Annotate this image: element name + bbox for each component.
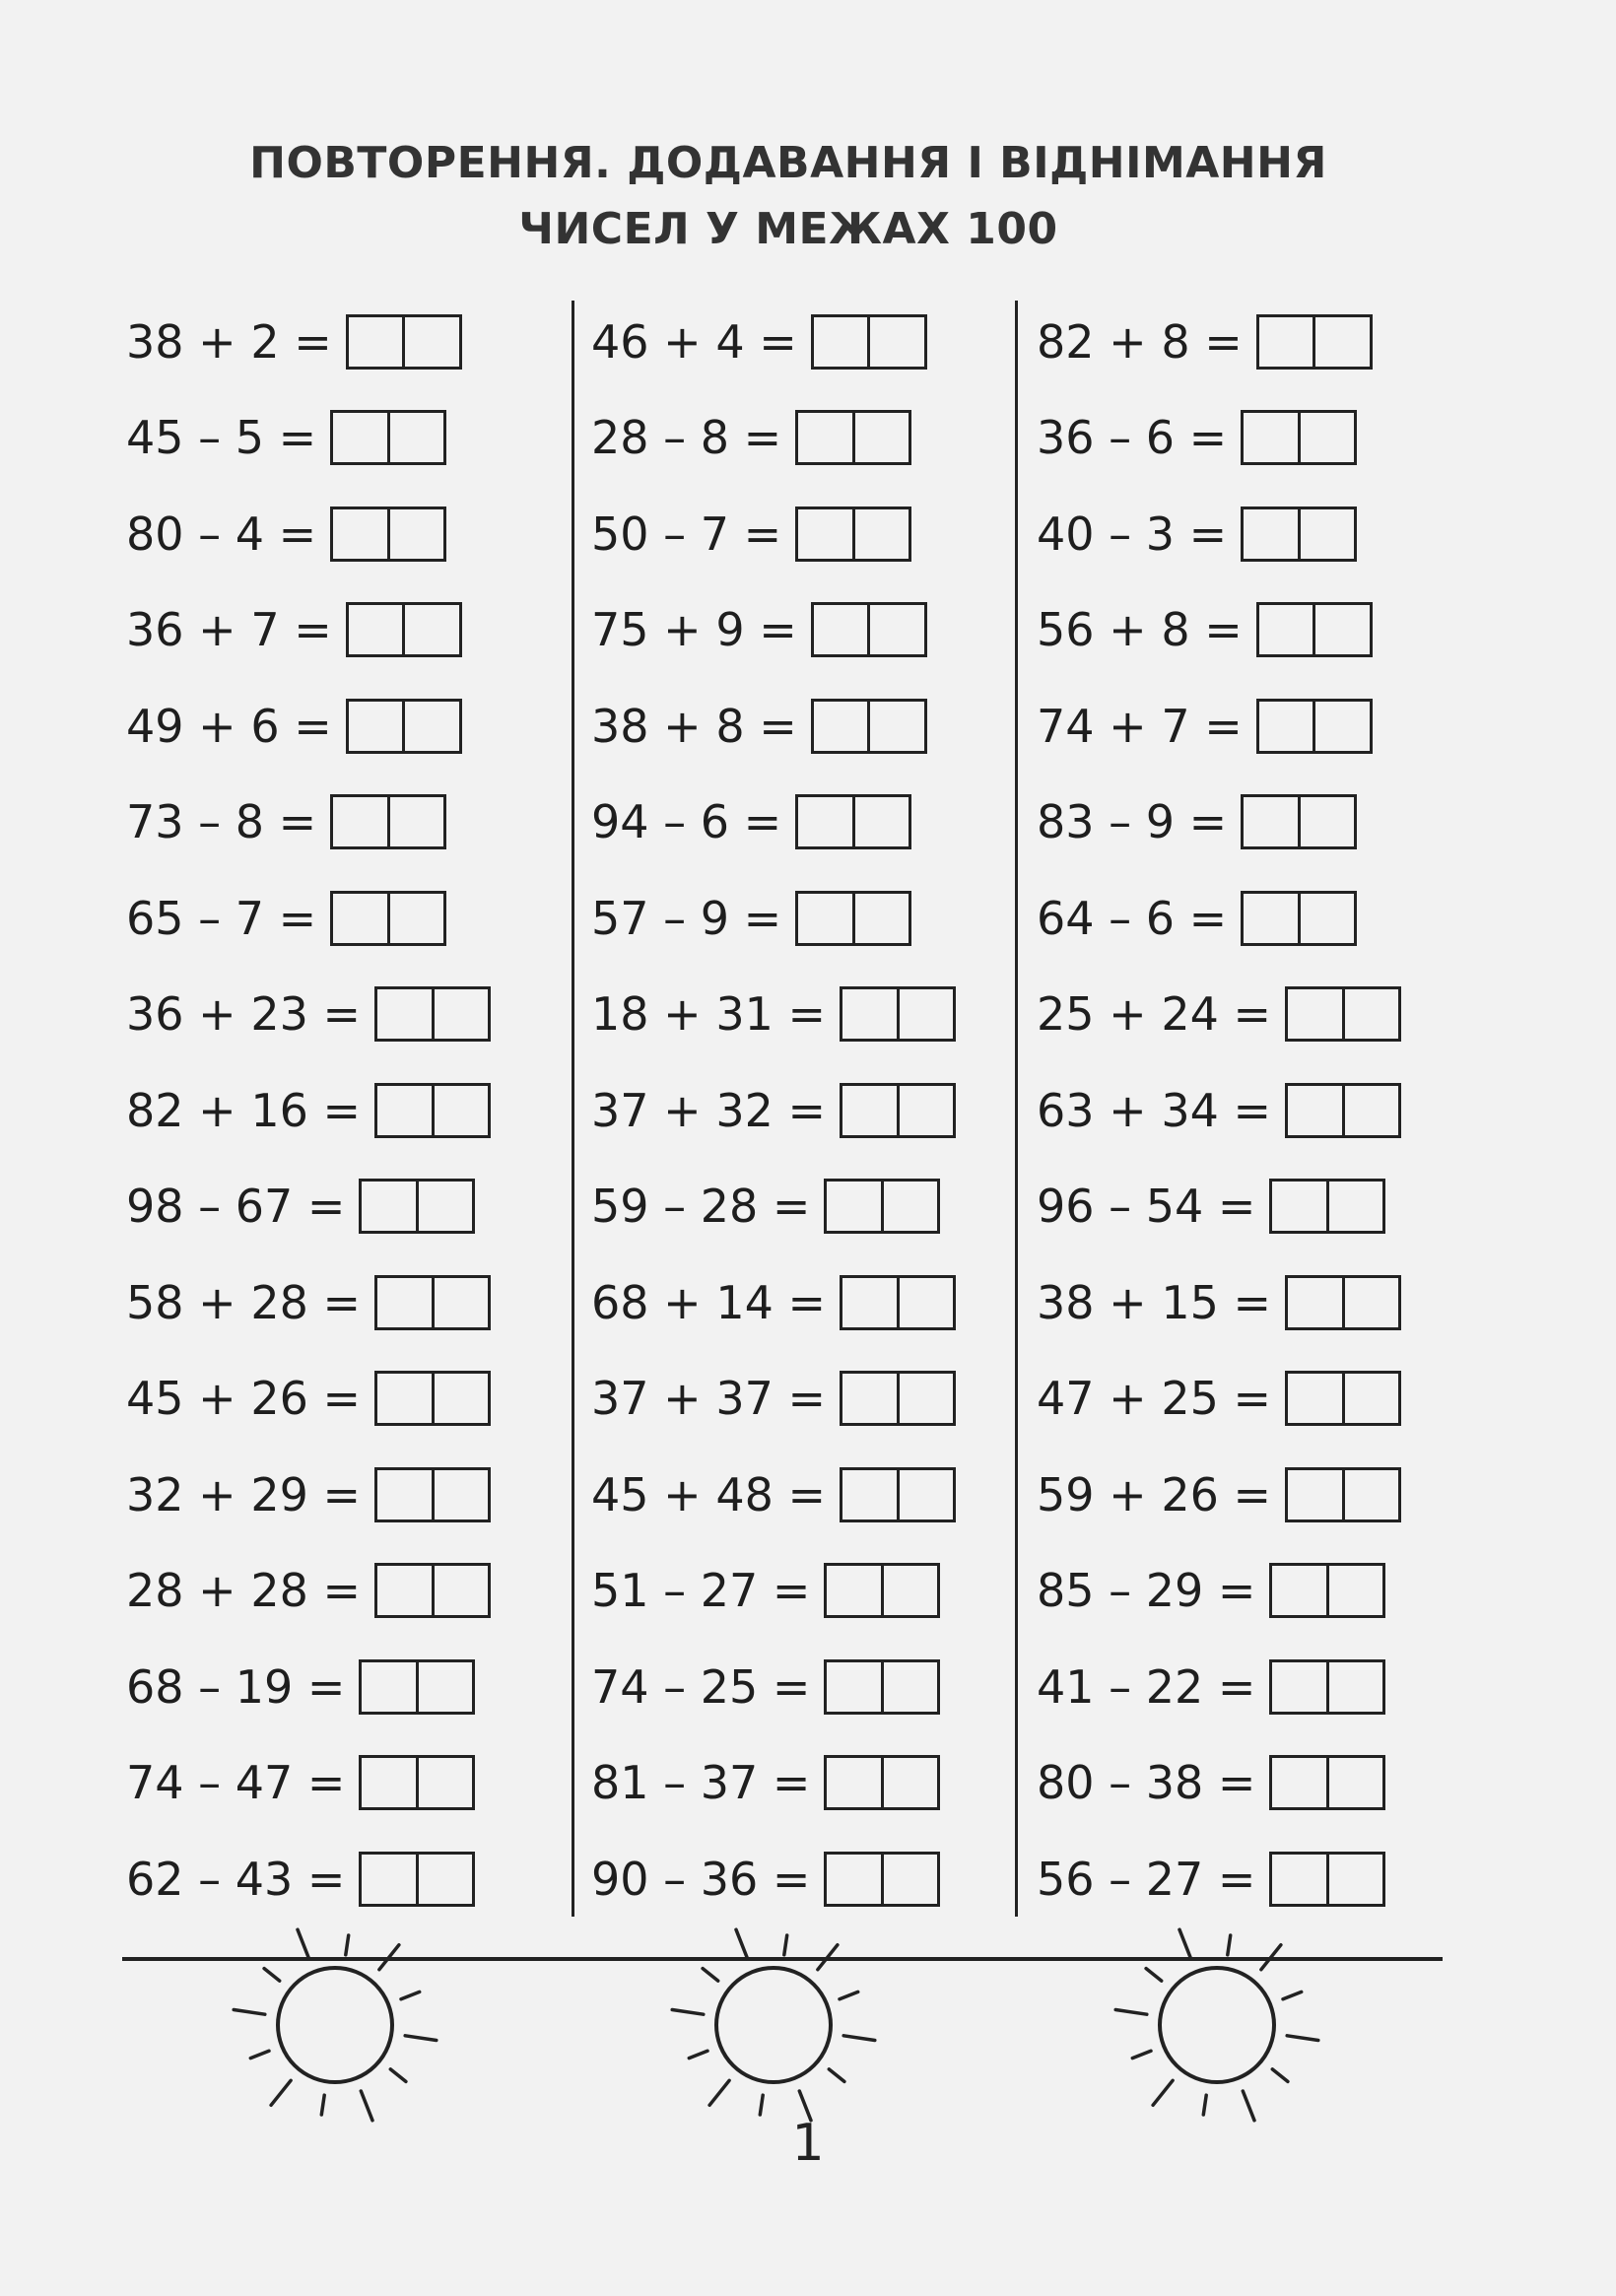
answer-digit-cell[interactable] — [852, 797, 909, 846]
answer-digit-cell[interactable] — [827, 1566, 881, 1615]
exercise-row — [126, 1831, 491, 1927]
answer-digit-cell[interactable] — [881, 1662, 938, 1712]
exercise-row — [126, 1639, 491, 1735]
answer-box[interactable] — [811, 699, 927, 754]
exercise-expression: 47 + 25 = — [1037, 1372, 1272, 1426]
exercise-expression: 74 + 7 = — [1037, 699, 1243, 753]
answer-digit-cell[interactable] — [798, 894, 852, 943]
answer-digit-cell[interactable] — [402, 317, 459, 367]
exercise-expression: 57 – 9 = — [591, 891, 782, 945]
answer-digit-cell[interactable] — [1342, 1086, 1399, 1135]
answer-box[interactable] — [795, 410, 911, 465]
exercise-expression: 50 – 7 = — [591, 506, 782, 561]
answer-digit-cell[interactable] — [432, 1086, 489, 1135]
exercise-row — [591, 294, 956, 390]
exercise-row — [126, 1254, 491, 1351]
exercise-expression: 81 – 37 = — [591, 1756, 811, 1810]
answer-digit-cell[interactable] — [1298, 413, 1355, 462]
page-title: ПОВТОРЕННЯ. ДОДАВАННЯ І ВІДНІМАННЯ — [249, 138, 1327, 188]
answer-digit-cell[interactable] — [1272, 1855, 1326, 1904]
exercise-column-2 — [591, 294, 956, 1927]
exercise-expression: 62 – 43 = — [126, 1852, 346, 1906]
answer-box[interactable] — [1241, 410, 1357, 465]
exercise-row — [591, 1159, 956, 1255]
exercise-expression: 38 + 2 = — [126, 314, 332, 369]
answer-digit-cell[interactable] — [842, 1086, 897, 1135]
answer-box[interactable] — [1269, 1659, 1385, 1715]
answer-box[interactable] — [374, 1563, 491, 1618]
answer-digit-cell[interactable] — [1259, 605, 1313, 654]
exercise-expression: 96 – 54 = — [1037, 1180, 1256, 1234]
answer-box[interactable] — [1269, 1563, 1385, 1618]
answer-digit-cell[interactable] — [897, 1278, 954, 1327]
answer-box[interactable] — [1285, 1083, 1401, 1138]
page-subtitle: ЧИСЕЛ У МЕЖАХ 100 — [518, 204, 1058, 254]
exercise-expression: 38 + 8 = — [591, 699, 797, 753]
answer-digit-cell[interactable] — [827, 1662, 881, 1712]
answer-box[interactable] — [824, 1852, 940, 1907]
answer-digit-cell[interactable] — [881, 1566, 938, 1615]
answer-box[interactable] — [840, 1083, 956, 1138]
answer-digit-cell[interactable] — [377, 1278, 432, 1327]
exercise-expression: 94 – 6 = — [591, 795, 782, 849]
exercise-expression: 25 + 24 = — [1037, 987, 1272, 1042]
exercise-row — [126, 870, 491, 967]
exercise-expression: 28 – 8 = — [591, 411, 782, 465]
exercise-expression: 32 + 29 = — [126, 1467, 362, 1521]
answer-digit-cell[interactable] — [1244, 894, 1298, 943]
answer-digit-cell[interactable] — [432, 989, 489, 1039]
answer-digit-cell[interactable] — [1326, 1566, 1383, 1615]
answer-digit-cell[interactable] — [1259, 317, 1313, 367]
answer-digit-cell[interactable] — [416, 1662, 473, 1712]
answer-digit-cell[interactable] — [827, 1758, 881, 1807]
exercise-expression: 45 – 5 = — [126, 411, 317, 465]
exercise-row — [1037, 1639, 1401, 1735]
page-number: 1 — [791, 2114, 825, 2173]
exercise-row — [591, 1254, 956, 1351]
answer-digit-cell[interactable] — [387, 797, 444, 846]
answer-digit-cell[interactable] — [1288, 1470, 1342, 1519]
answer-digit-cell[interactable] — [362, 1182, 416, 1231]
exercise-row — [1037, 870, 1401, 967]
column-divider — [572, 301, 574, 1917]
exercise-row — [1037, 1447, 1401, 1543]
answer-digit-cell[interactable] — [867, 605, 924, 654]
answer-digit-cell[interactable] — [1272, 1566, 1326, 1615]
exercise-row — [1037, 775, 1401, 871]
answer-digit-cell[interactable] — [333, 509, 387, 559]
answer-digit-cell[interactable] — [387, 413, 444, 462]
answer-box[interactable] — [840, 986, 956, 1042]
answer-digit-cell[interactable] — [432, 1566, 489, 1615]
answer-digit-cell[interactable] — [827, 1855, 881, 1904]
answer-digit-cell[interactable] — [333, 894, 387, 943]
exercise-row — [591, 582, 956, 679]
answer-digit-cell[interactable] — [867, 317, 924, 367]
exercise-row — [1037, 294, 1401, 390]
answer-digit-cell[interactable] — [1342, 1278, 1399, 1327]
exercise-row — [591, 1639, 956, 1735]
answer-digit-cell[interactable] — [842, 1278, 897, 1327]
answer-digit-cell[interactable] — [377, 1374, 432, 1423]
exercise-row — [1037, 967, 1401, 1063]
answer-digit-cell[interactable] — [1244, 509, 1298, 559]
answer-box[interactable] — [824, 1179, 940, 1234]
exercise-expression: 80 – 38 = — [1037, 1756, 1256, 1810]
answer-digit-cell[interactable] — [432, 1374, 489, 1423]
exercise-row — [1037, 390, 1401, 487]
answer-digit-cell[interactable] — [881, 1182, 938, 1231]
answer-digit-cell[interactable] — [881, 1758, 938, 1807]
answer-box[interactable] — [374, 1083, 491, 1138]
answer-digit-cell[interactable] — [897, 1374, 954, 1423]
answer-box[interactable] — [1285, 1467, 1401, 1522]
exercise-expression: 74 – 47 = — [126, 1756, 346, 1810]
exercise-expression: 46 + 4 = — [591, 314, 797, 369]
exercise-expression: 59 – 28 = — [591, 1180, 811, 1234]
exercise-expression: 36 + 23 = — [126, 987, 362, 1042]
exercise-row — [1037, 1735, 1401, 1832]
exercise-expression: 68 + 14 = — [591, 1275, 827, 1329]
exercise-expression: 74 – 25 = — [591, 1659, 811, 1714]
column-divider — [1015, 301, 1018, 1917]
answer-digit-cell[interactable] — [432, 1470, 489, 1519]
answer-box[interactable] — [824, 1563, 940, 1618]
answer-box[interactable] — [374, 1467, 491, 1522]
answer-digit-cell[interactable] — [881, 1855, 938, 1904]
answer-digit-cell[interactable] — [1272, 1758, 1326, 1807]
exercise-row — [591, 1447, 956, 1543]
answer-box[interactable] — [359, 1659, 475, 1715]
answer-box[interactable] — [374, 1275, 491, 1330]
answer-box[interactable] — [1241, 794, 1357, 849]
exercise-row — [1037, 1351, 1401, 1448]
answer-box[interactable] — [795, 891, 911, 946]
answer-box[interactable] — [1269, 1852, 1385, 1907]
answer-digit-cell[interactable] — [1326, 1182, 1383, 1231]
sun-icon — [1089, 1926, 1345, 2124]
answer-digit-cell[interactable] — [1298, 894, 1355, 943]
answer-digit-cell[interactable] — [377, 1470, 432, 1519]
exercise-row — [591, 967, 956, 1063]
answer-digit-cell[interactable] — [798, 797, 852, 846]
exercise-row — [1037, 1062, 1401, 1159]
answer-box[interactable] — [330, 794, 446, 849]
exercise-expression: 37 + 32 = — [591, 1083, 827, 1137]
exercise-row — [1037, 1543, 1401, 1640]
exercise-column-1 — [126, 294, 491, 1927]
answer-box[interactable] — [1256, 602, 1373, 657]
answer-box[interactable] — [330, 891, 446, 946]
answer-digit-cell[interactable] — [814, 605, 868, 654]
answer-digit-cell[interactable] — [1313, 317, 1370, 367]
answer-box[interactable] — [1256, 314, 1373, 370]
answer-box[interactable] — [811, 314, 927, 370]
answer-digit-cell[interactable] — [798, 509, 852, 559]
exercise-expression: 58 + 28 = — [126, 1275, 362, 1329]
answer-digit-cell[interactable] — [362, 1855, 416, 1904]
exercise-expression: 82 + 8 = — [1037, 314, 1243, 369]
exercise-row — [1037, 1831, 1401, 1927]
exercise-row — [1037, 582, 1401, 679]
answer-box[interactable] — [374, 986, 491, 1042]
exercise-row — [1037, 486, 1401, 582]
exercise-expression: 85 – 29 = — [1037, 1564, 1256, 1618]
exercise-expression: 63 + 34 = — [1037, 1083, 1272, 1137]
exercise-expression: 65 – 7 = — [126, 891, 317, 945]
answer-digit-cell[interactable] — [1342, 1470, 1399, 1519]
answer-digit-cell[interactable] — [432, 1278, 489, 1327]
answer-box[interactable] — [1285, 1371, 1401, 1426]
answer-digit-cell[interactable] — [1288, 1086, 1342, 1135]
exercise-row — [126, 967, 491, 1063]
answer-box[interactable] — [359, 1755, 475, 1810]
exercise-expression: 98 – 67 = — [126, 1180, 346, 1234]
answer-box[interactable] — [359, 1179, 475, 1234]
answer-digit-cell[interactable] — [1244, 413, 1298, 462]
exercise-expression: 45 + 48 = — [591, 1467, 827, 1521]
exercise-expression: 56 – 27 = — [1037, 1852, 1256, 1906]
answer-box[interactable] — [1256, 699, 1373, 754]
answer-box[interactable] — [1241, 506, 1357, 562]
answer-digit-cell[interactable] — [377, 989, 432, 1039]
exercise-expression: 49 + 6 = — [126, 699, 332, 753]
answer-digit-cell[interactable] — [1288, 1374, 1342, 1423]
answer-digit-cell[interactable] — [814, 317, 868, 367]
exercise-expression: 80 – 4 = — [126, 506, 317, 561]
answer-box[interactable] — [795, 794, 911, 849]
exercise-row — [126, 1447, 491, 1543]
answer-digit-cell[interactable] — [897, 1470, 954, 1519]
exercise-row — [126, 390, 491, 487]
answer-digit-cell[interactable] — [1259, 702, 1313, 751]
answer-digit-cell[interactable] — [814, 702, 868, 751]
exercise-expression: 36 + 7 = — [126, 603, 332, 657]
exercise-expression: 45 + 26 = — [126, 1372, 362, 1426]
answer-digit-cell[interactable] — [1244, 797, 1298, 846]
answer-digit-cell[interactable] — [1298, 797, 1355, 846]
answer-box[interactable] — [330, 410, 446, 465]
exercise-row — [591, 486, 956, 582]
exercise-row — [591, 1351, 956, 1448]
exercise-expression: 73 – 8 = — [126, 795, 317, 849]
exercise-expression: 59 + 26 = — [1037, 1467, 1272, 1521]
answer-digit-cell[interactable] — [1326, 1758, 1383, 1807]
answer-box[interactable] — [346, 602, 462, 657]
answer-digit-cell[interactable] — [1298, 509, 1355, 559]
answer-box[interactable] — [840, 1275, 956, 1330]
sun-icon — [645, 1926, 902, 2124]
answer-digit-cell[interactable] — [852, 509, 909, 559]
exercise-expression: 41 – 22 = — [1037, 1659, 1256, 1714]
answer-digit-cell[interactable] — [1288, 1278, 1342, 1327]
exercise-row — [126, 1735, 491, 1832]
answer-digit-cell[interactable] — [827, 1182, 881, 1231]
answer-box[interactable] — [346, 699, 462, 754]
exercise-row — [591, 1831, 956, 1927]
exercise-column-3 — [1037, 294, 1401, 1927]
answer-digit-cell[interactable] — [1326, 1855, 1383, 1904]
answer-digit-cell[interactable] — [349, 317, 403, 367]
answer-box[interactable] — [359, 1852, 475, 1907]
answer-digit-cell[interactable] — [362, 1662, 416, 1712]
answer-digit-cell[interactable] — [1342, 989, 1399, 1039]
exercise-row — [126, 1543, 491, 1640]
answer-digit-cell[interactable] — [416, 1758, 473, 1807]
exercise-expression: 36 – 6 = — [1037, 411, 1228, 465]
exercise-expression: 83 – 9 = — [1037, 795, 1228, 849]
answer-digit-cell[interactable] — [416, 1855, 473, 1904]
answer-box[interactable] — [1285, 986, 1401, 1042]
exercise-row — [126, 775, 491, 871]
answer-digit-cell[interactable] — [333, 797, 387, 846]
exercise-expression: 82 + 16 = — [126, 1083, 362, 1137]
answer-digit-cell[interactable] — [402, 702, 459, 751]
exercise-expression: 40 – 3 = — [1037, 506, 1228, 561]
answer-digit-cell[interactable] — [852, 413, 909, 462]
answer-box[interactable] — [840, 1467, 956, 1522]
exercise-expression: 51 – 27 = — [591, 1564, 811, 1618]
answer-digit-cell[interactable] — [402, 605, 459, 654]
exercise-row — [591, 678, 956, 775]
exercise-expression: 75 + 9 = — [591, 603, 797, 657]
answer-digit-cell[interactable] — [1272, 1182, 1326, 1231]
answer-digit-cell[interactable] — [842, 1470, 897, 1519]
answer-digit-cell[interactable] — [416, 1182, 473, 1231]
answer-digit-cell[interactable] — [1313, 702, 1370, 751]
sun-icon — [207, 1926, 463, 2124]
exercise-row — [591, 1543, 956, 1640]
answer-digit-cell[interactable] — [349, 605, 403, 654]
answer-digit-cell[interactable] — [387, 894, 444, 943]
answer-digit-cell[interactable] — [867, 702, 924, 751]
answer-digit-cell[interactable] — [333, 413, 387, 462]
exercise-expression: 64 – 6 = — [1037, 891, 1228, 945]
answer-digit-cell[interactable] — [1326, 1662, 1383, 1712]
exercise-row — [126, 1062, 491, 1159]
exercise-row — [1037, 1254, 1401, 1351]
answer-digit-cell[interactable] — [897, 989, 954, 1039]
exercise-expression: 18 + 31 = — [591, 987, 827, 1042]
answer-digit-cell[interactable] — [1272, 1662, 1326, 1712]
answer-box[interactable] — [824, 1659, 940, 1715]
answer-box[interactable] — [1241, 891, 1357, 946]
exercise-row — [591, 1062, 956, 1159]
answer-digit-cell[interactable] — [377, 1086, 432, 1135]
exercise-expression: 68 – 19 = — [126, 1659, 346, 1714]
exercise-row — [591, 1735, 956, 1832]
answer-box[interactable] — [330, 506, 446, 562]
exercise-expression: 38 + 15 = — [1037, 1275, 1272, 1329]
exercise-row — [126, 486, 491, 582]
answer-digit-cell[interactable] — [1342, 1374, 1399, 1423]
answer-digit-cell[interactable] — [1313, 605, 1370, 654]
exercise-expression: 90 – 36 = — [591, 1852, 811, 1906]
answer-digit-cell[interactable] — [362, 1758, 416, 1807]
answer-box[interactable] — [346, 314, 462, 370]
answer-digit-cell[interactable] — [1288, 989, 1342, 1039]
exercise-row — [126, 1351, 491, 1448]
exercise-row — [591, 390, 956, 487]
exercise-expression: 28 + 28 = — [126, 1564, 362, 1618]
answer-digit-cell[interactable] — [377, 1566, 432, 1615]
exercise-row — [591, 775, 956, 871]
exercise-row — [126, 582, 491, 679]
answer-digit-cell[interactable] — [852, 894, 909, 943]
answer-box[interactable] — [1269, 1179, 1385, 1234]
answer-box[interactable] — [795, 506, 911, 562]
answer-box[interactable] — [840, 1371, 956, 1426]
answer-box[interactable] — [824, 1755, 940, 1810]
answer-digit-cell[interactable] — [387, 509, 444, 559]
exercise-row — [126, 294, 491, 390]
exercise-expression: 37 + 37 = — [591, 1372, 827, 1426]
exercise-row — [1037, 1159, 1401, 1255]
exercise-row — [126, 1159, 491, 1255]
answer-digit-cell[interactable] — [842, 989, 897, 1039]
answer-box[interactable] — [811, 602, 927, 657]
exercise-row — [591, 870, 956, 967]
answer-digit-cell[interactable] — [798, 413, 852, 462]
exercise-expression: 56 + 8 = — [1037, 603, 1243, 657]
exercise-row — [1037, 678, 1401, 775]
answer-digit-cell[interactable] — [349, 702, 403, 751]
answer-digit-cell[interactable] — [842, 1374, 897, 1423]
exercise-row — [126, 678, 491, 775]
answer-box[interactable] — [374, 1371, 491, 1426]
answer-digit-cell[interactable] — [897, 1086, 954, 1135]
answer-box[interactable] — [1285, 1275, 1401, 1330]
answer-box[interactable] — [1269, 1755, 1385, 1810]
